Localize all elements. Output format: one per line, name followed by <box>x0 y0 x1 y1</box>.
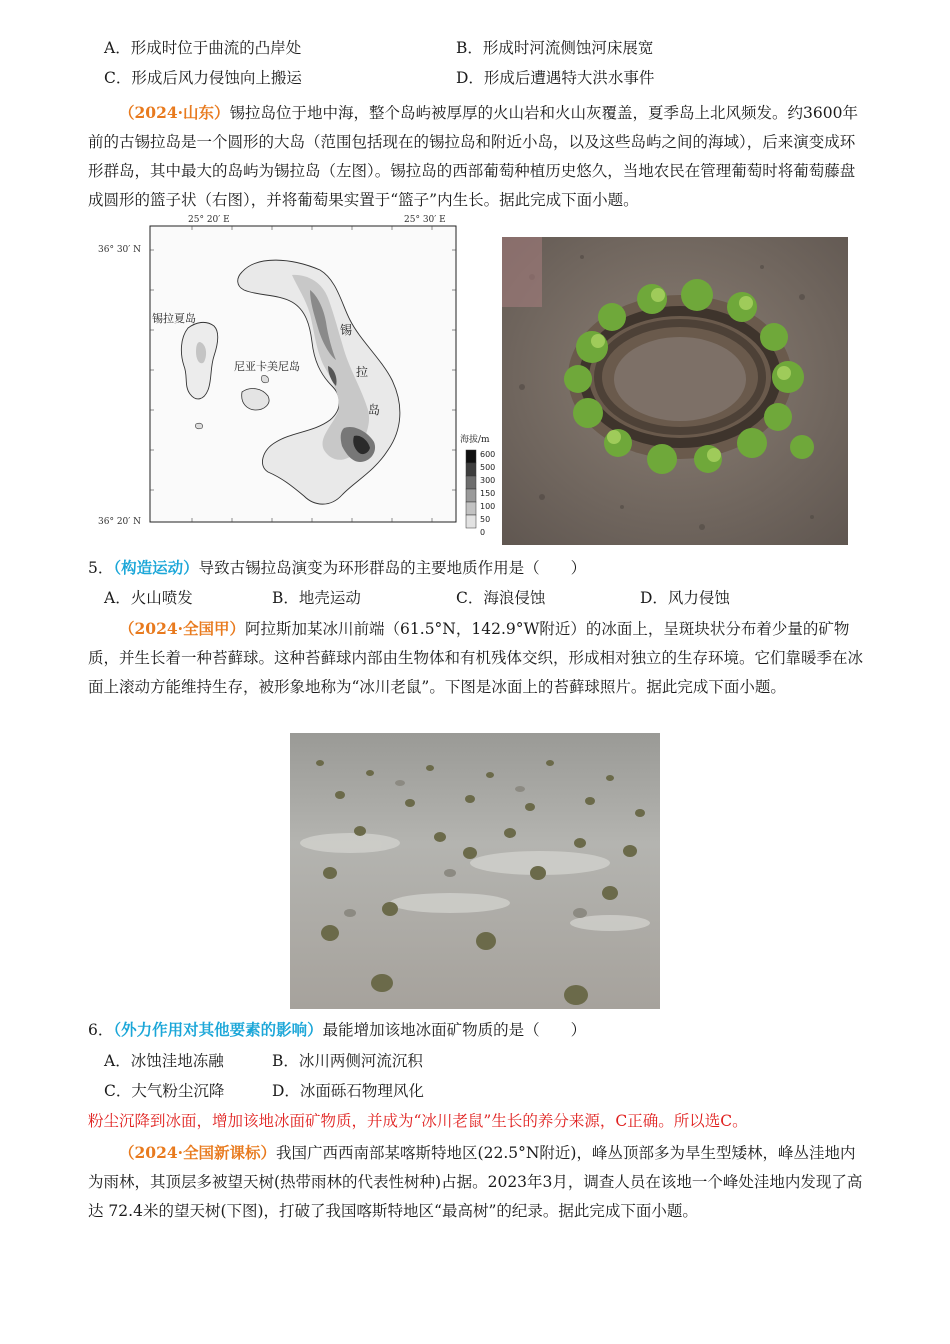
lon-left-label: 25° 20′ E <box>188 215 230 225</box>
legend-value: 600 <box>480 450 496 459</box>
legend-value: 300 <box>480 476 496 485</box>
source-label: （2024·全国新课标） <box>119 1143 277 1162</box>
q5-option-c: C．海浪侵蚀 <box>456 589 546 607</box>
passage-santorini <box>88 98 868 215</box>
legend-title: 海拔/m <box>460 435 490 445</box>
q6-tag: （外力作用对其他要素的影响） <box>113 1020 323 1039</box>
q6-option-d: D．冰面砾石物理风化 <box>272 1082 424 1100</box>
label-thirasia: 锡拉夏岛 <box>152 312 196 325</box>
label-thira-1: 锡 <box>340 323 353 337</box>
q6-option-b: B．冰川两侧河流沉积 <box>272 1052 423 1070</box>
question-5 <box>88 558 586 578</box>
label-thira-3: 岛 <box>368 403 381 417</box>
q6-option-a: A．冰蚀洼地冻融 <box>104 1052 224 1070</box>
label-nea-kameni: 尼亚卡美尼岛 <box>234 360 300 373</box>
q6-answer-explanation: 粉尘沉降到冰面，增加该地冰面矿物质，并成为“冰川老鼠”生长的养分来源，C正确。所以选C。 <box>88 1112 748 1130</box>
passage-text: 锡拉岛位于地中海，整个岛屿被厚厚的火山岩和火山灰覆盖，夏季岛上北风频发。约3600年前的古锡拉岛是一个圆形的大岛（范围包括现在的锡拉岛和附近小岛，以及这些岛屿之间的海域），后来演变成环形群岛，其中最大的岛屿为锡拉岛（左图）。锡拉岛的西部葡萄种植历史悠久，当地农民在管理葡萄时将葡萄藤盘成圆形的篮子状（右图），并将葡萄果实置于“篮子”内生长。据此完成下面小题。 <box>88 104 858 209</box>
q5-stem: 导致古锡拉岛演变为环形群岛的主要地质作用是（ ） <box>198 559 587 577</box>
q4-option-a: A．形成时位于曲流的凸岸处 <box>104 39 302 57</box>
q6-option-c: C．大气粉尘沉降 <box>104 1082 225 1100</box>
q5-option-b: B．地壳运动 <box>272 589 361 607</box>
legend-value: 0 <box>480 528 486 537</box>
label-thira-2: 拉 <box>356 365 369 379</box>
elevation-legend <box>466 450 476 528</box>
legend-value: 100 <box>480 502 496 511</box>
q5-tag: （构造运动） <box>113 558 199 577</box>
lat-top-label: 36° 30′ N <box>98 245 142 255</box>
source-label: （2024·山东） <box>119 103 230 122</box>
q4-option-c: C．形成后风力侵蚀向上搬运 <box>104 69 302 87</box>
passage-text: 我国广西西南部某喀斯特地区(22.5°N附近)，峰丛顶部多为旱生型矮林，峰丛洼地内为雨林，其顶层多被望天树(热带雨林的代表性树种)占据。2023年3月，调查人员在该地一个峰处洼地内发现了高达 72.4米的望天树(下图)，打破了我国喀斯特地区“最高树”的纪录。据此完成下面小题。 <box>88 1144 863 1220</box>
q5-option-d: D．风力侵蚀 <box>640 589 730 607</box>
q6-stem: 最能增加该地冰面矿物质的是（ ） <box>322 1021 587 1039</box>
legend-value: 500 <box>480 463 496 472</box>
legend-value: 150 <box>480 489 496 498</box>
q5-option-a: A．火山喷发 <box>104 589 193 607</box>
question-6 <box>88 1020 586 1040</box>
passage-glacier-mice <box>88 614 868 702</box>
moss-ball-photo <box>290 733 660 1009</box>
passage-karst-tree <box>88 1138 868 1226</box>
lon-right-label: 25° 30′ E <box>404 215 446 225</box>
lat-bottom-label: 36° 20′ N <box>98 517 142 527</box>
grapevine-basket-photo <box>502 237 848 545</box>
passage-text: 阿拉斯加某冰川前端（61.5°N，142.9°W附近）的冰面上，呈斑块状分布着少量的矿物质，并生长着一种苔藓球。这种苔藓球内部由生物体和有机残体交织，形成相对独立的生存环境。它们靠暖季在冰面上滚动方能维持生存，被形象地称为“冰川老鼠”。下图是冰面上的苔藓球照片。据此完成下面小题。 <box>88 620 864 696</box>
q5-number: 5． <box>88 559 114 577</box>
legend-value: 50 <box>480 515 491 524</box>
q4-option-b: B．形成时河流侧蚀河床展宽 <box>456 39 654 57</box>
q6-number: 6． <box>88 1021 114 1039</box>
source-label: （2024·全国甲） <box>119 619 246 638</box>
legend-values <box>480 448 495 539</box>
q4-option-d: D．形成后遭遇特大洪水事件 <box>456 69 655 87</box>
